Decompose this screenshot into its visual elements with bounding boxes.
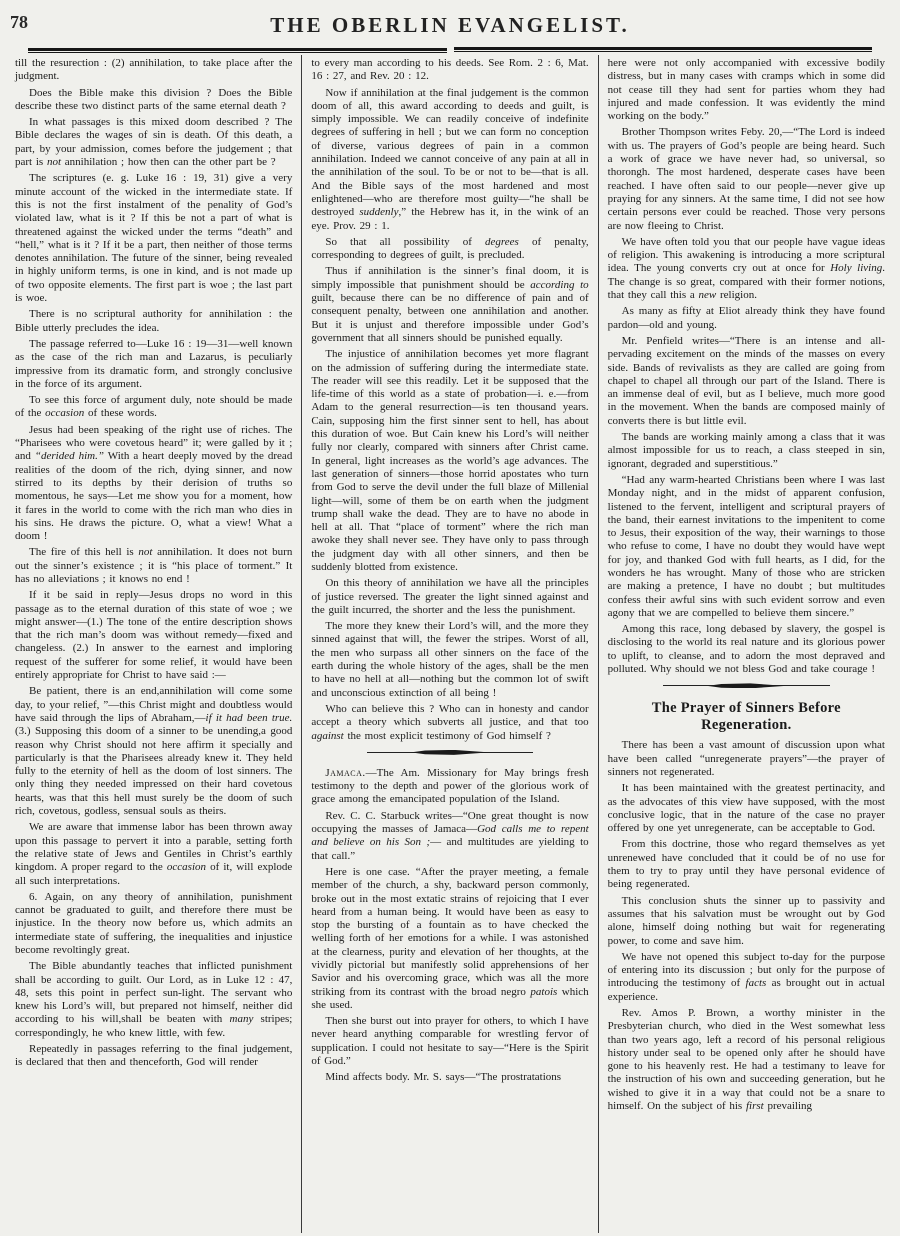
paragraph: Repeatedly in passages referring to the final judgement, is declared that then and thenceforth, God will render <box>15 1043 293 1069</box>
paragraph: On this theory of annihilation we have all the principles of justice reversed. The greater the light sinned against and the guilt incurred, the shorter and the less the punishment. <box>311 577 589 616</box>
article-columns <box>6 55 894 1233</box>
paragraph: Then she burst out into prayer for others, to which I have never heard anything comparable for wrestling fervor of supplication. I could not hesitate to say—“Here is the Spirit of God.” <box>311 1015 589 1068</box>
paragraph: Jamaca.—The Am. Missionary for May brings fresh testimony to the depth and power of the glorious work of grace among the emancipated population of the Island. <box>311 766 589 806</box>
paragraph: here were not only accompanied with excessive bodily distress, but in many cases with cramps which in some did not cease till they had sent for parties whom they had injured and made confession. It was evidently the mind working on the body.” <box>607 57 885 123</box>
paragraph: From this doctrine, those who regard themselves as yet unrenewed have concluded that it could be of no use for them to try to pray until they have personal evidence of being regenerated. <box>607 838 885 891</box>
paragraph: Brother Thompson writes Feby. 20,—“The Lord is indeed with us. The prayers of God’s people are being heard. Such a work of grace we have never had, so universal, so thorongh. The most hardened, desperate cases have been reached. I have often said to our people—never give up praying for any sinners. At the same time, I did not see how certain persons ever could be reached. Those very persons are now fleeing to Christ. <box>607 126 885 232</box>
paragraph: “Had any warm-hearted Christians been where I was last Monday night, and in the midst of apparent confusion, listened to the fervent, intelligent and scriptural prayers of the band, their earnest invitations to the impenitent to come to Jesus, their exposition of the way, their warnings to those who refuse to come, I have no doubt they would have wept for joy, and thanked God with full hearts, as I did, for the wonders he has wrought. Many of those who are stricken are making a pretence, I have no doubt ; but multitudes confess their awful sins with such evident sorrow and even agony that we are compelled to believe them sincere.” <box>607 473 885 619</box>
paragraph: Now if annihilation at the final judgement is the common doom of all, this award according to deeds and guilt, is simply impossible. We can readily conceive of indefinite degrees of suffering in hell ; but we can form no conception of diverse, various degrees of pain in a common annihilation. Indeed we cannot conceive of any pain at all in the annihilation of the soul. To be or not to be—that is all. And the Bible says of the most hardened and most enlightened—who are therefore most guilty—“he shall be destroyed suddenly,” the Hebrew has it, in the wink of an eye. Prov. 29 : 1. <box>311 86 589 232</box>
paragraph: The Bible abundantly teaches that inflicted punishment shall be according to guilt. Our Lord, as in Luke 12 : 47, 48, sets this point in perfect sun-light. The servant who knew his Lord’s will, but prepared not himself, neither did according to his will,shall be beaten with many stripes; correspondingly, he who knew little, with few. <box>15 960 293 1039</box>
masthead-row <box>0 0 900 44</box>
section-divider <box>663 685 829 690</box>
paragraph: There is no scriptural authority for annihilation : the Bible utterly precludes the idea. <box>15 308 293 334</box>
paragraph: Thus if annihilation is the sinner’s final doom, it is simply impossible that punishment should be according to guilt, because there can be no difference of pain and of consequent penalty, between one annihilation and another. But it is unjust and therefore impossible under God’s government that all sinners should be punished equally. <box>311 265 589 344</box>
paragraph: Rev. Amos P. Brown, a worthy minister in the Presbyterian church, who died in the West somewhat less than two years ago, left a record of his personal religious history under seal to be opened only after he should have gone to his heavenly rest. He had a testimany to leave for the instruction of his own and succeeding generation, but he wished to give it in a way that could not be a snare to himself. On the subject of his first prevailing <box>607 1007 885 1113</box>
paragraph: Here is one case. “After the prayer meeting, a female member of the church, a shy, backward person commonly, broke out in the most extatic strains of rejoicing that I ever heard from a human being. It would have been as easy to stop the bursting of a fountain as to have checked the welling forth of her emotions for a while. I was astonished at the clearness, purity and elevation of her thoughts, at the vividly pictorial but manifestly solid apprehensions of her Savior and his overcoming grace, which was all the more striking from its contrast with the broad negro patois which she used. <box>311 865 589 1011</box>
paragraph: So that all possibility of degrees of penalty, corresponding to degrees of guilt, is precluded. <box>311 235 589 262</box>
paragraph: In what passages is this mixed doom described ? The Bible declares the wages of sin is death. Of this death, a part, by your admission, comes before the judgement ; that part is not annihilation ; how then can the other part be ? <box>15 116 293 169</box>
paragraph: The passage referred to—Luke 16 : 19—31—well known as the case of the rich man and Lazarus, is peculiarly impressive from its dramatic form, and strongly conclusive in the force of its argument. <box>15 337 293 390</box>
paragraph: It has been maintained with the greatest pertinacity, and as the advocates of this view have supposed, with the most conclusive logic, that in the nature of the case no prayer offered by one yet unregenerate, can be acceptable to God. <box>607 782 885 835</box>
paragraph: To see this force of argument duly, note should be made of the occasion of these words. <box>15 394 293 420</box>
divider-ornament-icon <box>707 683 785 688</box>
paragraph: This conclusion shuts the sinner up to passivity and assumes that his salvation must be wrought out by God alone, himself doing nothing but wait for regenerating power, to come and save him. <box>607 894 885 947</box>
paragraph: Be patient, there is an end,annihilation will come some day, to your relief, ”—this Christ might and doubtless would have said through the lips of Abraham,—if it had been true. (3.) Supposing this doom of a sinner to be unending,a good reason why Christ should not here affirm it specially and particularly is that the Pharisees already knew it. They held fully to the eternity of hell as the doom of lost sinners. The only thing they needed impressed on their hard covetous hearts, was that this hell must surely be the doom of such rich, covetous, godless, sensual souls as theirs. <box>15 685 293 818</box>
paragraph: The bands are working mainly among a class that it was almost impossible for us to reach, a class steeped in sin, ignorant, degraded and superstitious.” <box>607 431 885 470</box>
paragraph: There has been a vast amount of discussion upon what have been called “unregenerate prayers”—the prayer of sinners not regenerated. <box>607 739 885 778</box>
paragraph: Does the Bible make this division ? Does the Bible describe these two distinct parts of the same eternal death ? <box>15 86 293 112</box>
paragraph: The fire of this hell is not annihilation. It does not burn out the sinner’s existence ; it is “his place of torment.” It has no alleviations ; it knows no end ! <box>15 546 293 585</box>
section-divider <box>367 752 533 757</box>
paragraph: Mr. Penfield writes—“There is an intense and all-pervading excitement on the minds of the masses on every side. Bands of revivalists as they are called are going from chapel to chapel all through our part of the Island. There is an immense deal of evil, but as I believe, much more good in the movement. When the bands are composed mainly of converts there is but little evil. <box>607 334 885 427</box>
paragraph: Rev. C. C. Starbuck writes—“One great thought is now occupying the masses of Jamaca—God calls me to repent and believe on his Son ;— and multitudes are yielding to that call.” <box>311 809 589 862</box>
paragraph: We have often told you that our people have vague ideas of religion. This awakening is introducing a more scriptural idea. The young converts cry out at once for Holy living. The change is so great, compared with their former notions, that they call this a new religion. <box>607 235 885 302</box>
paragraph: The more they knew their Lord’s will, and the more they sinned against that will, the fewer the stripes. Worst of all, the men who surpass all other sinners on the face of the earth during the whole history of the ages, shall be the men to have no hell at all—nothing but the common lot of swift and unconscious extinction of all being ! <box>311 620 589 699</box>
masthead-title: THE OBERLIN EVANGELIST. <box>270 13 630 37</box>
paragraph: The injustice of annihilation becomes yet more flagrant on the admission of suffering during the intermediate state. The reader will see this readily. Let it be supposed that the life-time of this world as a state of probation—i. e.—from Adam to the general resurrection—is ten thousand years. Cain, supposing him the first sinner sent to hell, has about this duration of woe. But Cain knew his Lord’s will neither fully nor clearly, compared with sinners after Christ came. In general, light increases as the world’s age advances. The last generation of sinners—those horrid apostates who turn from God to serve the devil under the full blaze of Millenial light—will, some of them be on earth when the judgment trump shall wake the dead. They are to have no abode in hell at all. That “place of torment” where the rich man awoke they shall never see. They have only to pass through the judgment day with all other sinners, and then be suddenly blotted from existence. <box>311 348 589 573</box>
column-3 <box>598 55 894 1233</box>
paragraph: The scriptures (e. g. Luke 16 : 19, 31) give a very minute account of the wicked in the intermediate state. If this is not the first instalment of the penality of God’s violated law, what is it ? If this be not a part of what is threatened against the wicked under the terms “death” and “hell,” what is it ? If it be a part, then neither of those terms denotes annihilation. The future of the sinner, being revealed in highly uniform terms, is one in kind, and is not made up of two opposite elements. The first part is woe ; the last part is woe. <box>15 172 293 305</box>
paragraph: Mind affects body. Mr. S. says—“The prostratations <box>325 1071 562 1084</box>
paragraph: till the resurection : (2) annihilation, to take place after the judgment. <box>15 57 293 83</box>
paragraph: Among this race, long debased by slavery, the gospel is disclosing to the world its real nature and its glorious power to uplift, to cleanse, and to adorn the most depraved and polluted. Why should we not bless God and take courage ! <box>607 623 885 676</box>
header-rule <box>28 48 872 53</box>
paragraph: Jesus had been speaking of the right use of riches. The “Pharisees who were covetous heard” it; were galled by it ; and “derided him.” With a heart deeply moved by the dread realities of the doom of the rich, dying sinner, and now stirred to its depths by their derision of truths so momentous, he says—Let me show you for a moment, how it fares in the world to come with the rich man who dies in his sins. He draws the picture. O, what a view! What a doom ! <box>15 423 293 543</box>
paragraph: We have not opened this subject to-day for the purpose of entering into its discussion ; but only for the purpose of introducing the testimony of facts as brought out in actual experience. <box>607 950 885 1003</box>
paragraph: We are aware that immense labor has been thrown away upon this passage to pervert it into a parable, setting forth the relative state of Jews and Gentiles in Christ’s earthly kingdom. A proper regard to the occasion of it, will explode all such interpretations. <box>15 821 293 887</box>
column-2 <box>301 55 597 1233</box>
divider-ornament-icon <box>411 750 489 755</box>
paragraph: to every man according to his deeds. See Rom. 2 : 6, Mat. 16 : 27, and Rev. 20 : 12. <box>311 57 589 83</box>
paragraph: 6. Again, on any theory of annihilation, punishment cannot be graduated to guilt, and therefore there must be injustice. In the theory now before us, which admits an intermediate state of suffering, the inequalities and injustice become revoltingly great. <box>15 890 293 956</box>
paragraph: If it be said in reply—Jesus drops no word in this passage as to the eternal duration of this state of woe ; we might answer—(1.) The tone of the entire description shows that the rich man’s doom was without remedy—fixed and changeless. (2.) In answer to the earnest and imploring request of the sufferer for some relief, it would have been entirely appropriate for Christ to have said :— <box>15 589 293 682</box>
page-number: 78 <box>10 12 28 32</box>
column-1 <box>6 55 301 1233</box>
paragraph: Who can believe this ? Who can in honesty and candor accept a theory which subverts all justice, and that too against the most explicit testimony of God himself ? <box>311 702 589 742</box>
paragraph: As many as fifty at Eliot already think they have found pardon—old and young. <box>607 305 885 331</box>
section-heading: The Prayer of Sinners Before Regeneration. <box>651 700 841 734</box>
header-rule-right <box>454 47 873 52</box>
header-rule-left <box>28 48 447 53</box>
